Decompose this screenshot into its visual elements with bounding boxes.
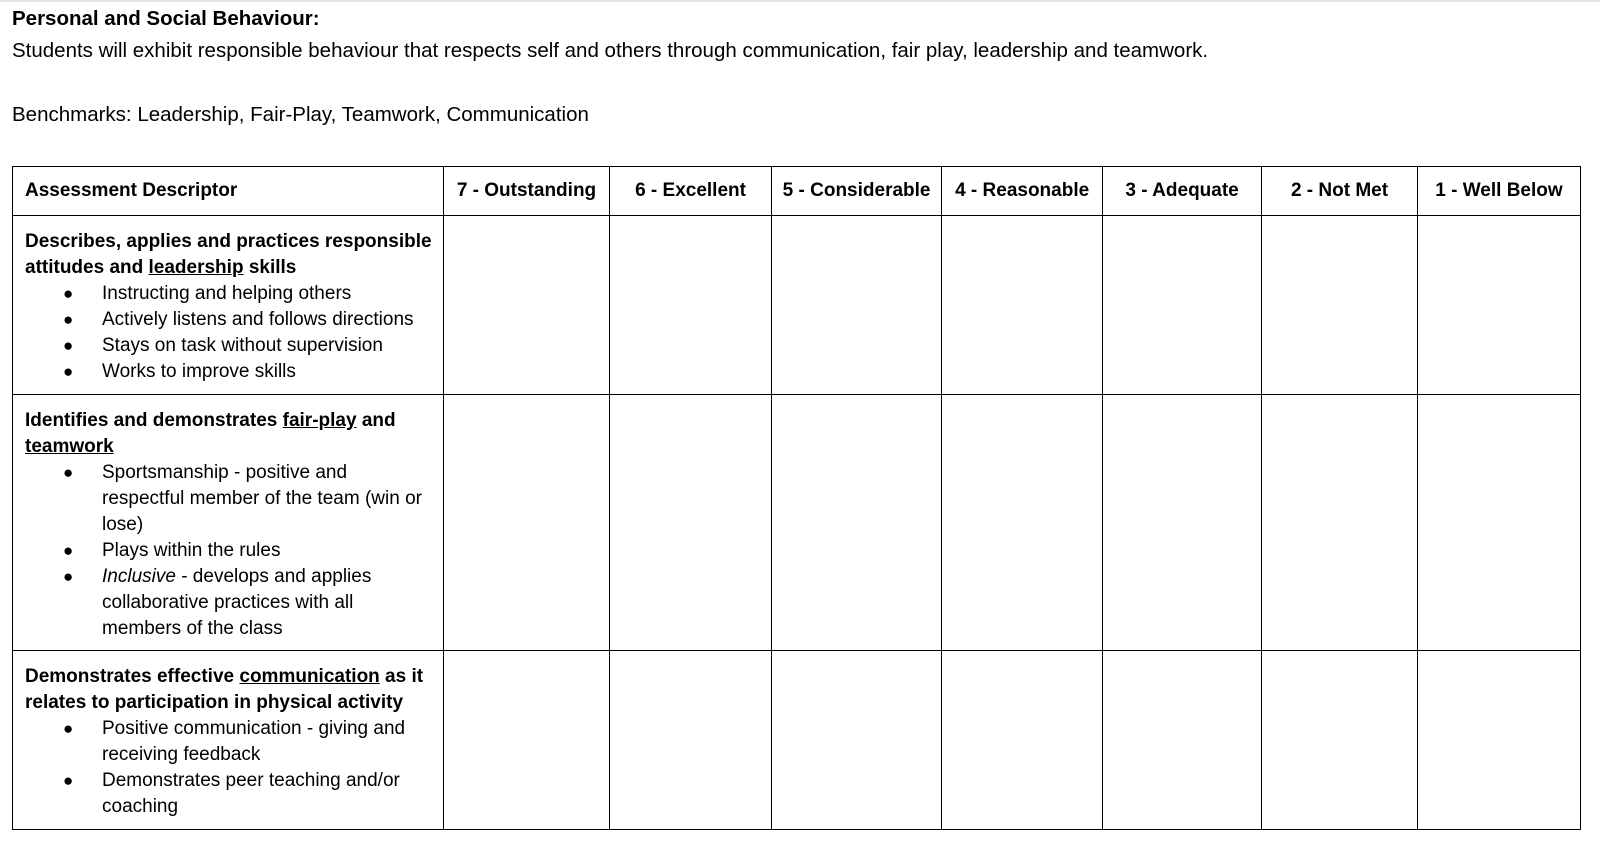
bullet-icon: ● xyxy=(63,771,74,790)
descriptor-lead: Describes, applies and practices responsible attitudes and leadership skills xyxy=(25,231,432,278)
rating-cell[interactable] xyxy=(1262,651,1418,830)
rating-cell[interactable] xyxy=(942,651,1103,830)
list-item: ● Stays on task without supervision xyxy=(25,333,433,359)
level-header: 7 - Outstanding xyxy=(443,167,609,216)
rating-cell[interactable] xyxy=(443,395,609,651)
descriptor-cell xyxy=(13,651,444,830)
rating-cell[interactable] xyxy=(942,395,1103,651)
italic-term: Inclusive xyxy=(102,566,176,587)
descriptor-points xyxy=(25,716,433,820)
list-item: ● Sportsmanship - positive and respectful member of the team (win or lose) xyxy=(63,462,422,535)
list-item: ● Positive communication - giving and receiving feedback xyxy=(63,718,406,765)
rating-cell[interactable] xyxy=(1417,216,1580,395)
rating-cell[interactable] xyxy=(1262,216,1418,395)
list-item: ● Plays within the rules xyxy=(25,538,433,564)
bullet-icon: ● xyxy=(63,567,74,586)
bullet-icon: ● xyxy=(63,463,74,482)
section-intro: Students will exhibit responsible behaviour that respects self and others through communication, fair play, leadership and teamwork. xyxy=(12,39,1209,62)
level-header: 4 - Reasonable xyxy=(942,167,1103,216)
list-item: ● Instructing and helping others xyxy=(25,281,433,307)
descriptor-cell xyxy=(13,395,444,651)
descriptor-cell xyxy=(13,216,444,395)
list-item: ● Actively listens and follows directions xyxy=(25,307,433,333)
level-header: 2 - Not Met xyxy=(1262,167,1418,216)
bullet-icon: ● xyxy=(63,310,74,329)
keyword-underlined: fair-play xyxy=(282,410,357,431)
keyword-underlined: communication xyxy=(239,666,380,687)
table-row xyxy=(13,216,1581,395)
keyword-underlined: teamwork xyxy=(25,436,114,457)
descriptor-points xyxy=(25,460,433,642)
descriptor-lead: Identifies and demonstrates fair-play and teamwork xyxy=(25,410,396,457)
descriptor-lead: Demonstrates effective communication as it relates to participation in physical activity xyxy=(25,666,424,713)
rating-cell[interactable] xyxy=(1103,216,1262,395)
section-heading: Personal and Social Behaviour: xyxy=(12,7,320,30)
rating-cell[interactable] xyxy=(1417,395,1580,651)
bullet-icon: ● xyxy=(63,284,74,303)
header-row xyxy=(13,167,1581,216)
list-item: ● Demonstrates peer teaching and/or coaching xyxy=(63,770,400,817)
list-item: ● Inclusive - develops and applies collaborative practices with all members of the class xyxy=(63,566,372,639)
rating-cell[interactable] xyxy=(1103,651,1262,830)
descriptor-header: Assessment Descriptor xyxy=(13,167,444,216)
rating-cell[interactable] xyxy=(1262,395,1418,651)
level-header: 5 - Considerable xyxy=(772,167,942,216)
assessment-rubric-table xyxy=(12,166,1581,830)
rating-cell[interactable] xyxy=(942,216,1103,395)
level-header: 6 - Excellent xyxy=(610,167,772,216)
table-row xyxy=(13,651,1581,830)
rating-cell[interactable] xyxy=(772,651,942,830)
keyword-underlined: leadership xyxy=(148,257,244,278)
top-rule xyxy=(0,0,1600,2)
bullet-icon: ● xyxy=(63,336,74,355)
rating-cell[interactable] xyxy=(1417,651,1580,830)
rating-cell[interactable] xyxy=(610,651,772,830)
descriptor-points xyxy=(25,281,433,385)
rating-cell[interactable] xyxy=(772,216,942,395)
rating-cell[interactable] xyxy=(610,216,772,395)
level-header: 3 - Adequate xyxy=(1103,167,1262,216)
benchmarks-line: Benchmarks: Leadership, Fair-Play, Teamwork, Communication xyxy=(12,103,589,126)
rating-cell[interactable] xyxy=(443,216,609,395)
rating-cell[interactable] xyxy=(1103,395,1262,651)
bullet-icon: ● xyxy=(63,719,74,738)
rating-cell[interactable] xyxy=(610,395,772,651)
bullet-icon: ● xyxy=(63,541,74,560)
bullet-icon: ● xyxy=(63,362,74,381)
level-header: 1 - Well Below xyxy=(1417,167,1580,216)
rating-cell[interactable] xyxy=(443,651,609,830)
table-row xyxy=(13,395,1581,651)
list-item: ● Works to improve skills xyxy=(25,359,433,385)
rating-cell[interactable] xyxy=(772,395,942,651)
